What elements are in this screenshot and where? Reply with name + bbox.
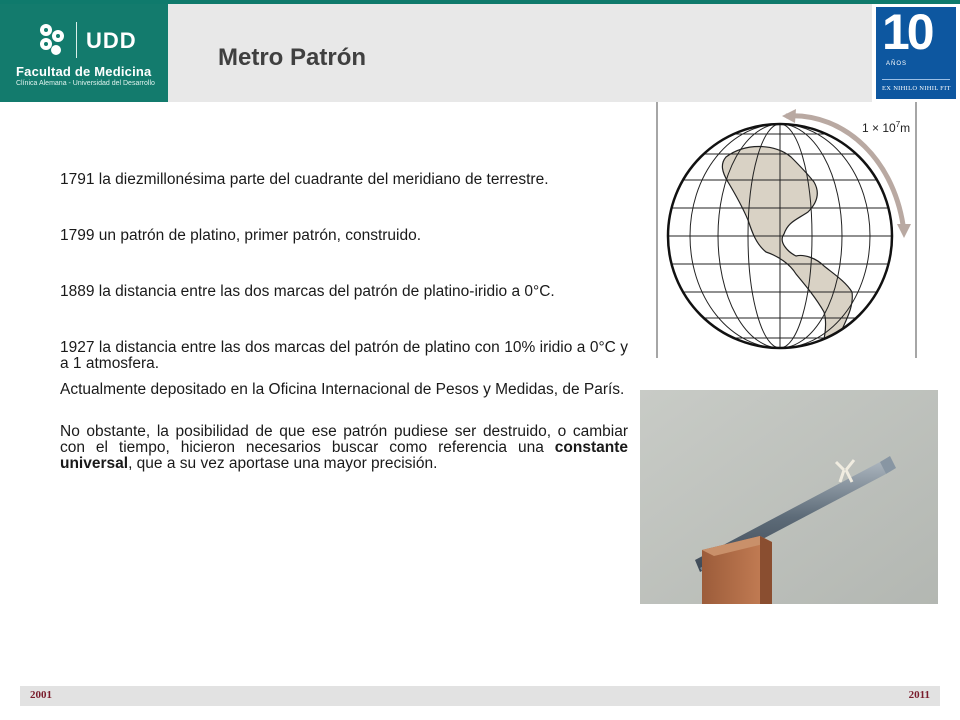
page-title: Metro Patrón [218,44,367,71]
paragraph-1927: 1927 la distancia entre las dos marcas del patrón de platino con 10% iridio a 0°C y a 1 atmosfera. [60,339,628,372]
anniversary-anos: AÑOS [886,61,908,67]
content-body [60,172,628,472]
udd-logo [0,4,168,102]
metro-patron-photo [640,390,938,604]
constante-universal-text: constante universal [60,439,628,472]
footer-year-right: 2011 [908,689,930,701]
paragraph-constante [60,424,628,472]
logo-subtitle-text: Clínica Alemana - Universidad del Desarrollo [16,80,155,87]
paragraph-constante-after: , que a su vez aportase una mayor precisión. [128,455,438,472]
anniversary-logo [872,4,960,102]
udd-emblem-icon [34,22,70,58]
platinum-bar-photo-icon [640,390,938,604]
globe-meridian-icon [656,102,918,358]
footer-year-left: 2001 [30,689,52,701]
footer-band [20,686,940,706]
paragraph-1799: 1799 un patrón de platino, primer patrón, construido. [60,227,422,244]
anniversary-motto: EX NIHILO NIHIL FIT [882,85,951,92]
logo-faculty-text: Facultad de Medicina [16,64,152,79]
globe-illustration [656,102,918,358]
paragraph-1791: 1791 la diezmillonésima parte del cuadrante del meridiano de terrestre. [60,171,549,188]
paragraph-1889: 1889 la distancia entre las dos marcas del patrón de platino-iridio a 0°C. [60,283,555,300]
anniversary-number: 10 [882,4,932,60]
paragraph-constante-before: No obstante, la posibilidad de que ese patrón pudiese ser destruido, o cambiar con el tiempo, hicieron necesarios buscar como referencia una [60,423,628,456]
logo-divider [76,22,77,58]
paragraph-paris: Actualmente depositado en la Oficina Internacional de Pesos y Medidas, de París. [60,381,625,398]
anniversary-divider [882,79,950,80]
logo-udd-text: UDD [86,28,137,53]
globe-scale-label: $1 \times 10^7m$ [862,120,911,135]
